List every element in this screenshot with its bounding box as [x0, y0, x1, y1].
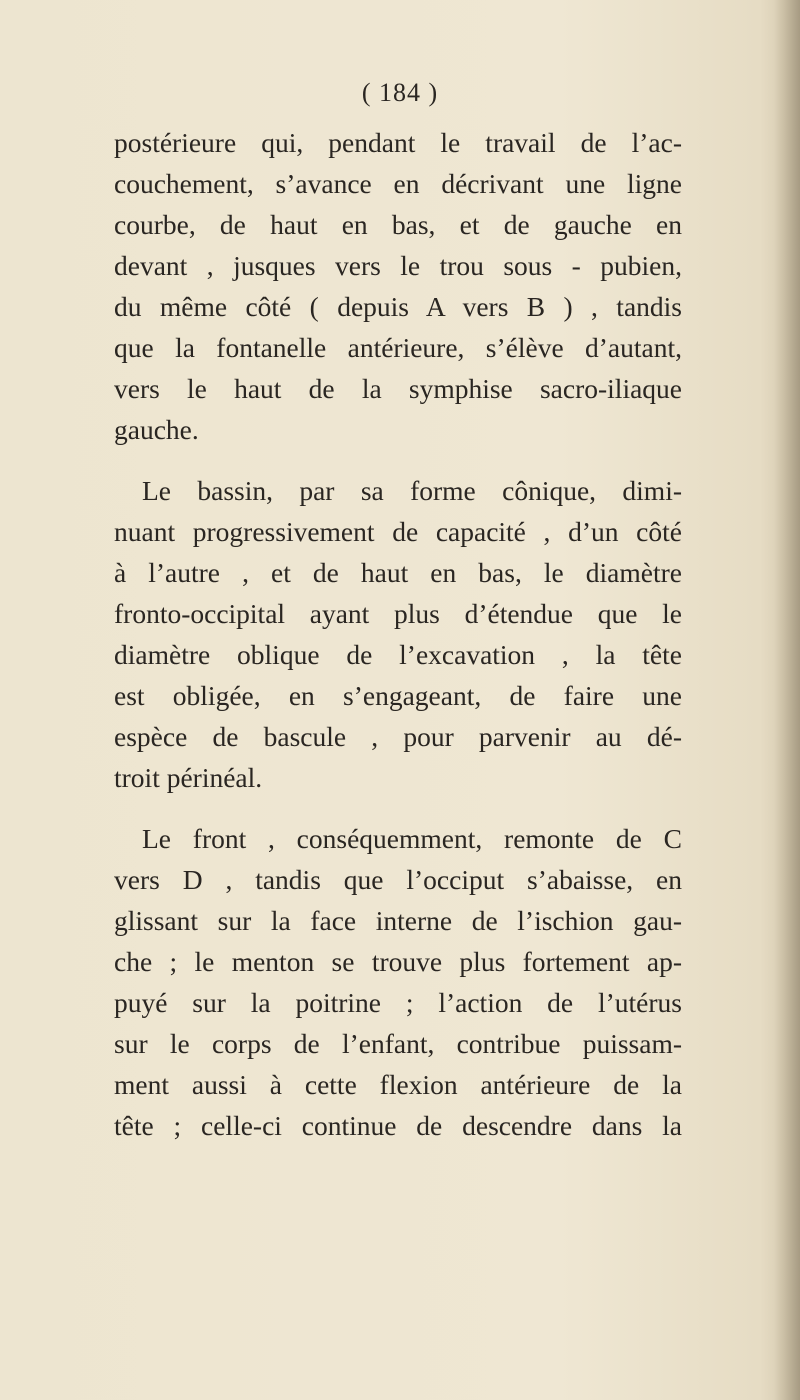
paragraph-3 — [114, 818, 682, 1146]
text-line: troit périnéal. — [114, 762, 263, 793]
text-line: diamètre oblique de l’excavation , la tête — [114, 639, 682, 670]
text-line: que la fontanelle antérieure, s’élève d’autant, — [114, 332, 682, 363]
text-line: tête ; celle-ci continue de descendre dans la — [114, 1110, 682, 1141]
text-line: postérieure qui, pendant le travail de l’ac- — [114, 127, 682, 158]
text-line: courbe, de haut en bas, et de gauche en — [114, 209, 682, 240]
text-line: puyé sur la poitrine ; l’action de l’utérus — [114, 987, 682, 1018]
text-line: ment aussi à cette flexion antérieure de la — [114, 1069, 682, 1100]
text-line: couchement, s’avance en décrivant une ligne — [114, 168, 682, 199]
text-line: nuant progressivement de capacité , d’un côté — [114, 516, 682, 547]
text-line: vers D , tandis que l’occiput s’abaisse, en — [114, 864, 682, 895]
page-number: ( 184 ) — [361, 78, 439, 107]
text-line: vers le haut de la symphise sacro-iliaque — [114, 373, 682, 404]
page-edge-shadow — [774, 0, 800, 1400]
text-line: che ; le menton se trouve plus fortement ap- — [114, 946, 682, 977]
text-line: à l’autre , et de haut en bas, le diamètre — [114, 557, 682, 588]
text-line: devant , jusques vers le trou sous - pubien, — [114, 250, 682, 281]
text-line: gauche. — [114, 414, 199, 445]
text-line: est obligée, en s’engageant, de faire une — [114, 680, 682, 711]
paragraph-2 — [114, 470, 682, 798]
text-line: fronto-occipital ayant plus d’étendue que le — [114, 598, 682, 629]
text-line: sur le corps de l’enfant, contribue puissam- — [114, 1028, 682, 1059]
body-text — [114, 122, 682, 1166]
text-line: Le front , conséquemment, remonte de C — [142, 823, 682, 854]
text-line: espèce de bascule , pour parvenir au dé- — [114, 721, 682, 752]
text-line: Le bassin, par sa forme cônique, dimi- — [142, 475, 682, 506]
paragraph-1 — [114, 122, 682, 450]
text-line: du même côté ( depuis A vers B ) , tandis — [114, 291, 682, 322]
text-line: glissant sur la face interne de l’ischion gau- — [114, 905, 682, 936]
